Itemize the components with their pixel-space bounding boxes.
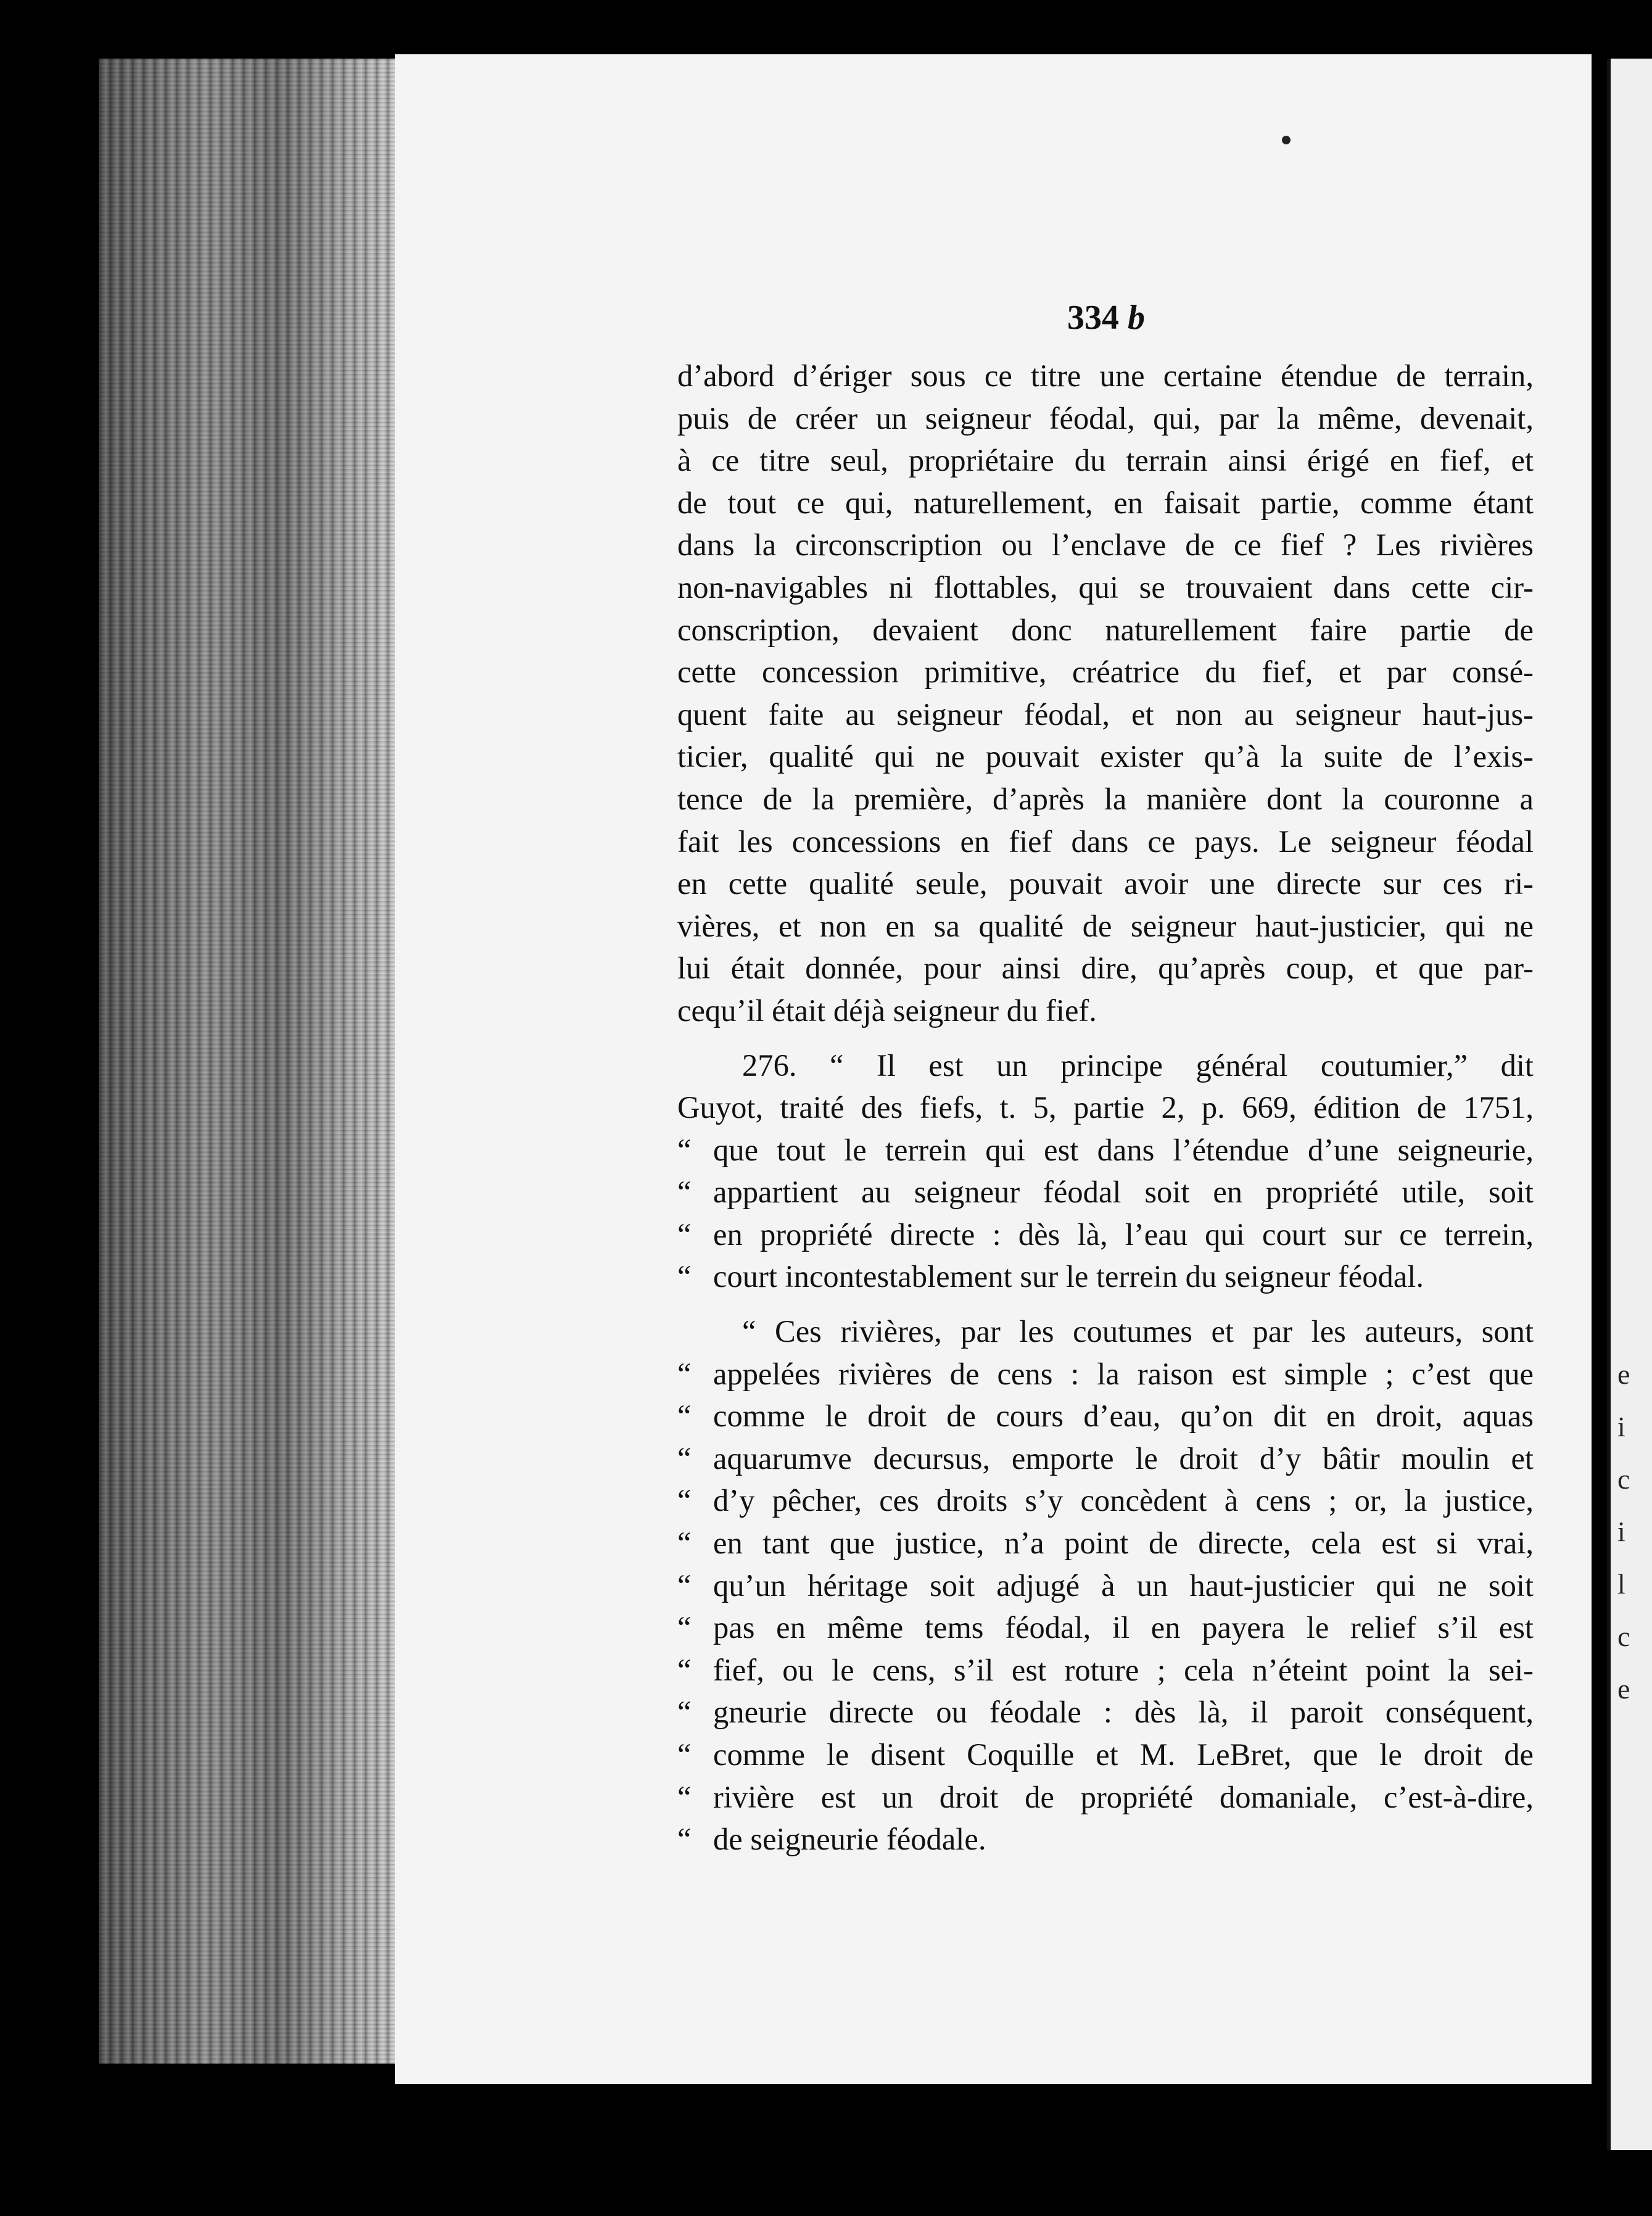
quoted-line	[677, 1171, 1534, 1213]
quote-mark: “	[677, 1568, 692, 1603]
text-line: vières, et non en sa qualité de seigneur haut-justicier, qui ne	[677, 908, 1534, 943]
quote-mark: “	[677, 1132, 692, 1167]
text-line: quent faite au seigneur féodal, et non au seigneur haut-jus-	[677, 697, 1534, 732]
quote-mark: “	[677, 1483, 692, 1518]
quoted-line	[677, 1606, 1534, 1649]
facing-glyph: e	[1617, 1358, 1630, 1390]
quote-mark: “	[677, 1779, 692, 1814]
text-line: dans la circonscription ou l’enclave de ce fief ? Les rivières	[677, 527, 1534, 563]
quoted-line	[677, 1818, 1534, 1861]
quoted-text: gneurie directe ou féodale : dès là, il paroit conséquent,	[713, 1695, 1534, 1730]
facing-glyph: i	[1617, 1411, 1625, 1442]
facing-page-text-fragments	[1617, 1348, 1648, 1715]
quote-mark: “	[677, 1526, 692, 1561]
text-line: cette concession primitive, créatrice du fief, et par consé-	[677, 655, 1534, 690]
quoted-line	[677, 1522, 1534, 1565]
page-number-suffix: b	[1128, 299, 1145, 337]
text-line: non-navigables ni flottables, qui se trouvaient dans cette cir-	[677, 569, 1534, 605]
quote-mark: “	[677, 1217, 692, 1252]
body-text	[677, 355, 1534, 1861]
quoted-line	[677, 1129, 1534, 1172]
quote-mark: “	[677, 1259, 692, 1294]
quoted-text: d’y pêcher, ces droits s’y concèdent à cens ; or, la justice,	[713, 1483, 1534, 1518]
page-number-value: 334	[1067, 299, 1119, 337]
quote-mark: “	[677, 1356, 692, 1391]
quote-mark: “	[677, 1175, 692, 1210]
facing-glyph: i	[1617, 1516, 1625, 1547]
quote-mark: “	[677, 1695, 692, 1730]
facing-page-edge	[1607, 59, 1652, 2150]
text-line: d’abord d’ériger sous ce titre une certaine étendue de terrain,	[677, 358, 1534, 393]
text-line: de tout ce qui, naturellement, en faisait partie, comme étant	[677, 485, 1534, 520]
quoted-text: comme le droit de cours d’eau, qu’on dit en droit, aquas	[713, 1399, 1534, 1434]
book-spine-edge	[99, 59, 401, 2064]
margin-mark	[1282, 136, 1291, 144]
quoted-text: aquarumve decursus, emporte le droit d’y bâtir moulin et	[713, 1441, 1534, 1476]
quote-mark: “	[677, 1652, 692, 1687]
quoted-text: appelées rivières de cens : la raison est simple ; c’est que	[713, 1356, 1534, 1391]
facing-glyph: e	[1617, 1673, 1630, 1705]
text-line: tence de la première, d’après la manière dont la couronne a	[677, 781, 1534, 816]
quoted-text: rivière est un droit de propriété domaniale, c’est-à-dire,	[713, 1779, 1534, 1814]
quoted-text: appartient au seigneur féodal soit en propriété utile, soit	[713, 1175, 1534, 1210]
quoted-text: fief, ou le cens, s’il est roture ; cela n’éteint point la sei-	[713, 1652, 1534, 1687]
text-line: conscription, devaient donc naturellement faire partie de	[677, 612, 1534, 647]
facing-glyph: l	[1617, 1568, 1625, 1600]
quote-mark: “	[677, 1737, 692, 1772]
quoted-text: court incontestablement sur le terrein du seigneur féodal.	[713, 1259, 1424, 1294]
quoted-line	[677, 1255, 1534, 1298]
quoted-line	[677, 1479, 1534, 1522]
quoted-line	[677, 1734, 1534, 1776]
quote-mark: “	[677, 1399, 692, 1434]
text-line: cequ’il était déjà seigneur du fief.	[677, 993, 1097, 1028]
quoted-line	[677, 1437, 1534, 1480]
quote-mark: “	[677, 1610, 692, 1645]
text-line: Guyot, traité des fiefs, t. 5, partie 2, p. 669, édition de 1751,	[677, 1090, 1534, 1125]
quoted-line	[677, 1649, 1534, 1692]
quoted-text: de seigneurie féodale.	[713, 1822, 986, 1857]
text-line: puis de créer un seigneur féodal, qui, par la même, devenait,	[677, 400, 1534, 436]
quoted-text: qu’un héritage soit adjugé à un haut-justicier qui ne soit	[713, 1568, 1534, 1603]
text-line: ticier, qualité qui ne pouvait exister qu’à la suite de l’exis-	[677, 739, 1534, 774]
quoted-line	[677, 1565, 1534, 1607]
quoted-text: en propriété directe : dès là, l’eau qui court sur ce terrein,	[713, 1217, 1534, 1252]
quoted-line	[677, 1691, 1534, 1734]
facing-glyph: c	[1617, 1463, 1630, 1495]
text-line: en cette qualité seule, pouvait avoir une directe sur ces ri-	[677, 866, 1534, 901]
text-line: lui était donnée, pour ainsi dire, qu’après coup, et que par-	[677, 951, 1534, 986]
page-number	[1067, 290, 1191, 345]
quoted-text: pas en même tems féodal, il en payera le relief s’il est	[713, 1610, 1534, 1645]
text-line: “ Ces rivières, par les coutumes et par les auteurs, sont	[742, 1314, 1534, 1349]
quoted-line	[677, 1353, 1534, 1395]
quoted-line	[677, 1395, 1534, 1437]
quoted-text: en tant que justice, n’a point de directe, cela est si vrai,	[713, 1526, 1534, 1561]
quote-mark: “	[677, 1441, 692, 1476]
text-line: fait les concessions en fief dans ce pays. Le seigneur féodal	[677, 824, 1534, 859]
quoted-text: que tout le terrein qui est dans l’étendue d’une seigneurie,	[713, 1132, 1534, 1167]
quoted-line	[677, 1776, 1534, 1819]
quoted-line	[677, 1213, 1534, 1256]
text-line: à ce titre seul, propriétaire du terrain ainsi érigé en fief, et	[677, 443, 1534, 478]
text-line: 276. “ Il est un principe général coutumier,” dit	[742, 1048, 1534, 1083]
quote-mark: “	[677, 1822, 692, 1857]
quoted-text: comme le disent Coquille et M. LeBret, que le droit de	[713, 1737, 1534, 1772]
facing-glyph: c	[1617, 1621, 1630, 1652]
